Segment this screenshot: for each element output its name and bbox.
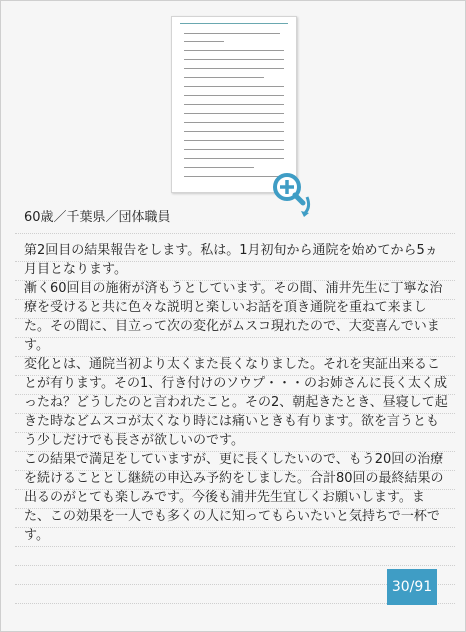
page-counter: 30/91 <box>387 569 437 605</box>
testimonial-body <box>24 241 449 545</box>
letter-thumbnail[interactable] <box>171 16 297 193</box>
paragraph-1: 第2回目の結果報告をします。私は。1月初旬から通院を始めてから5ヵ月目となります。 <box>24 243 438 277</box>
paragraph-3: 変化とは、通院当初より太くまた長くなりました。それを実証出来ることが有ります。その1、行き付けのソウプ・・・のお姉さんに長く太く成ったね？どうしたのと言われたこと。その2、朝起きたとき、昼寝して起きた時などムスコが太くなり時には痛いときも有ります。欲を言うともう少しだけでも長さが欲しいのです。 <box>24 357 448 448</box>
author-info: 60歳／千葉県／団体職員 <box>24 210 171 225</box>
zoom-in-icon[interactable] <box>271 171 317 217</box>
paragraph-2: 漸く60回目の施術が済もうとしています。その間、浦井先生に丁寧な治療を受けると共に色々な説明と楽しいお話を頂き通院を重ねて来ました。その間に、目立って次の変化がムスコ現れたので、大変喜んでいます。 <box>24 281 443 353</box>
paragraph-4: この結果で満足をしていますが、更に長くしたいので、もう20回の治療を続けることとし継続の申込み予約をしました。合計80回の最終結果の出るのがとても楽しみです。今後も浦井先生宜しくお願いします。また、この効果を一人でも多くの人に知ってもらいたいと気持ちで一杯です。 <box>24 452 444 543</box>
